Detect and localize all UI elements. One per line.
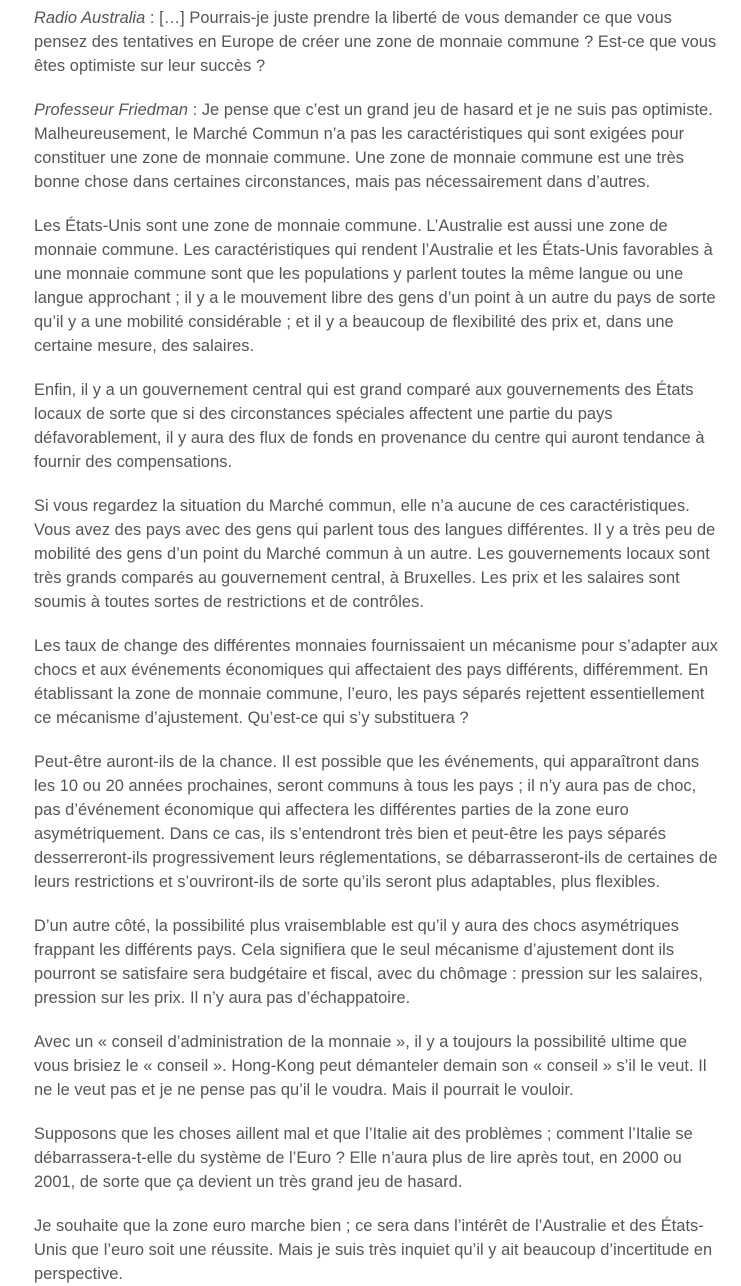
paragraph: Avec un « conseil d’administration de la monnaie », il y a toujours la possibilité ultime que vous brisiez le « conseil ». Hong-Kong peut démanteler demain son « conseil » s’il le veut. Il ne le veut pas et je ne pense pas qu’il le voudra. Mais il pourrait le vouloir. bbox=[34, 1033, 707, 1099]
paragraph: D’un autre côté, la possibilité plus vraisemblable est qu’il y aura des chocs asymétriques frappant les différents pays. Cela signifiera que le seul mécanisme d’ajustement dont ils pourront se satisfaire sera budgétaire et fiscal, avec du chômage : pression sur les salaires, pression sur les prix. Il n’y aura pas d’échappatoire. bbox=[34, 917, 703, 1007]
answer-paragraph bbox=[34, 98, 721, 194]
speaker-separator: : bbox=[188, 101, 202, 119]
answer-text: Je pense que c’est un grand jeu de hasard et je ne suis pas optimiste. Malheureusement, le Marché Commun n’a pas les caractéristiques qui sont exigées pour constituer une zone de monnaie commune. Une zone de monnaie commune est une très bonne chose dans certaines circonstances, mais pas nécessairement dans d’autres. bbox=[34, 101, 713, 191]
speaker-name: Professeur Friedman bbox=[34, 101, 188, 119]
speaker-name: Radio Australia bbox=[34, 9, 146, 27]
paragraph: Supposons que les choses aillent mal et que l’Italie ait des problèmes ; comment l’Italie se débarrassera-t-elle du système de l’Euro ? Elle n’aura plus de lire après tout, en 2000 ou 2001, de sorte que ça devient un très grand jeu de hasard. bbox=[34, 1125, 693, 1191]
paragraph: Je souhaite que la zone euro marche bien ; ce sera dans l’intérêt de l’Australie et des États-Unis que l’euro soit une réussite. Mais je suis très inquiet qu’il y ait beaucoup d’incertitude en perspective. bbox=[34, 1217, 713, 1283]
question-paragraph bbox=[34, 6, 721, 78]
paragraph: Peut-être auront-ils de la chance. Il est possible que les événements, qui apparaîtront dans les 10 ou 20 années prochaines, seront communs à tous les pays ; il n’y aura pas de choc, pas d’événement économique qui affectera les différentes parties de la zone euro asymétriquement. Dans ce cas, ils s’entendront très bien et peut-être les pays séparés desserreront-ils progressivement leurs réglementations, se débarrasseront-ils de certaines de leurs restrictions et s’ouvriront-ils de sorte qu’ils seront plus adaptables, plus flexibles. bbox=[34, 753, 718, 891]
paragraph: Si vous regardez la situation du Marché commun, elle n’a aucune de ces caractéristiques. Vous avez des pays avec des gens qui parlent tous des langues différentes. Il y a très peu de mobilité des gens d’un point du Marché commun à un autre. Les gouvernements locaux sont très grands comparés au gouvernement central, à Bruxelles. Les prix et les salaires sont soumis à toutes sortes de restrictions et de contrôles. bbox=[34, 497, 716, 611]
question-text: […] Pourrais-je juste prendre la liberté de vous demander ce que vous pensez des tentatives en Europe de créer une zone de monnaie commune ? Est-ce que vous êtes optimiste sur leur succès ? bbox=[34, 9, 717, 75]
speaker-separator: : bbox=[145, 9, 160, 27]
paragraph: Enfin, il y a un gouvernement central qui est grand comparé aux gouvernements des États locaux de sorte que si des circonstances spéciales affectent une partie du pays défavorablement, il y aura des flux de fonds en provenance du centre qui auront tendance à fournir des compensations. bbox=[34, 381, 705, 471]
paragraph: Les taux de change des différentes monnaies fournissaient un mécanisme pour s’adapter aux chocs et aux événements économiques qui affectaient des pays différents, différemment. En établissant la zone de monnaie commune, l’euro, les pays séparés rejettent essentiellement ce mécanisme d’ajustement. Qu’est-ce qui s’y substituera ? bbox=[34, 637, 718, 727]
paragraph: Les États-Unis sont une zone de monnaie commune. L’Australie est aussi une zone de monnaie commune. Les caractéristiques qui rendent l’Australie et les États-Unis favorables à une monnaie commune sont que les populations y parlent toutes la même langue ou une langue approchant ; il y a le mouvement libre des gens d’un point à un autre du pays de sorte qu’il y a une mobilité considérable ; et il y a beaucoup de flexibilité des prix et, dans une certaine mesure, des salaires. bbox=[34, 217, 716, 355]
